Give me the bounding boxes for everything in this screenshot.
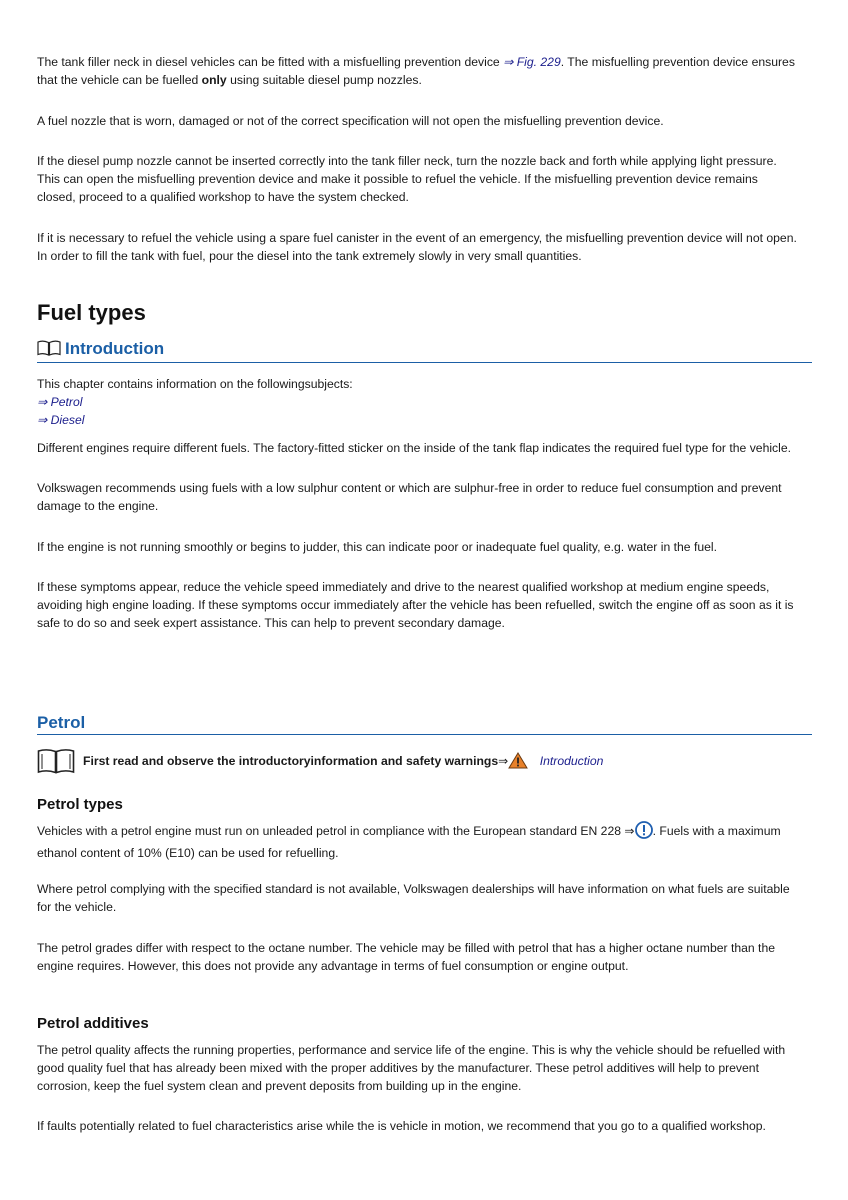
subjects-intro: This chapter contains information on the followingsubjects: xyxy=(37,377,353,391)
text: The tank filler neck in diesel vehicles can be fitted with a misfuelling prevention device xyxy=(37,55,500,69)
text: for the vehicle. xyxy=(37,900,117,914)
text: If faults potentially related to fuel characteristics arise while the is vehicle in motion, we recommend that you go to a qualified workshop. xyxy=(37,1119,766,1133)
text: using suitable diesel pump nozzles. xyxy=(230,73,422,87)
symptoms-paragraph xyxy=(37,578,812,632)
text: avoiding high engine loading. If these symptoms occur immediately after the vehicle has been refuelled, switch the engine off as soon as it is xyxy=(37,598,794,612)
introduction-heading xyxy=(37,339,812,363)
text: The petrol grades differ with respect to the octane number. The vehicle may be filled with petrol that has a higher octane number than the xyxy=(37,941,776,955)
text: This can open the misfuelling prevention device and make it possible to refuel the vehicle. If the misfuelling prevention device remains xyxy=(37,172,758,186)
faults-paragraph xyxy=(37,1117,812,1135)
text: If it is necessary to refuel the vehicle using a spare fuel canister in the event of an emergency, the misfuelling prevention device will not open. xyxy=(37,231,797,245)
fig-229-link[interactable]: Fig. 229 xyxy=(516,55,561,69)
text: . Fuels with a maximum xyxy=(652,824,781,838)
text: that the vehicle can be fuelled xyxy=(37,73,199,87)
text: ethanol content of 10% (E10) can be used for refuelling. xyxy=(37,846,339,860)
text: good quality fuel that has already been mixed with the proper additives by the manufacturer. These petrol additives will help to prevent xyxy=(37,1061,759,1075)
arrow: ⇒ xyxy=(624,824,635,838)
petrol-link[interactable]: ⇒ Petrol xyxy=(37,395,83,409)
bold-text: only xyxy=(201,73,227,87)
text: In order to fill the tank with fuel, pour the diesel into the tank extremely slowly in very small quantities. xyxy=(37,249,582,263)
dealership-paragraph xyxy=(37,880,812,916)
notice-text: First read and observe the introductoryinformation and safety warnings⇒ Introduction xyxy=(83,752,603,772)
text: Volkswagen recommends using fuels with a low sulphur content or which are sulphur-free in order to reduce fuel consumption and prevent xyxy=(37,481,782,495)
text: If the engine is not running smoothly or begins to judder, this can indicate poor or inadequate fuel quality, e.g. water in the fuel. xyxy=(37,540,717,554)
sulphur-paragraph xyxy=(37,479,812,515)
text: safe to do so and seek expert assistance. This can help to prevent secondary damage. xyxy=(37,616,505,630)
introduction-link[interactable]: Introduction xyxy=(539,754,604,768)
introduction-title: Introduction xyxy=(65,339,165,358)
text: engine requires. However, this does not provide any advantage in terms of fuel consumption or engine output. xyxy=(37,959,629,973)
additives-paragraph xyxy=(37,1041,812,1095)
exclamation-circle-icon[interactable] xyxy=(635,821,653,844)
diesel-link[interactable]: ⇒ Diesel xyxy=(37,413,85,427)
octane-paragraph xyxy=(37,939,812,975)
petrol-types-heading: Petrol types xyxy=(37,796,123,813)
text: If these symptoms appear, reduce the vehicle speed immediately and drive to the nearest qualified workshop at medium engine speeds, xyxy=(37,580,770,594)
text: The petrol quality affects the running properties, performance and service life of the engine. This is why the vehicle should be refuelled with xyxy=(37,1043,786,1057)
text: If the diesel pump nozzle cannot be inserted correctly into the tank filler neck, turn the nozzle back and forth while applying light pressure. xyxy=(37,154,777,168)
nozzle-paragraph xyxy=(37,112,812,130)
text: . The misfuelling prevention device ensures xyxy=(560,55,795,69)
text: corrosion, keep the fuel system clean and prevent deposits from building up in the engine. xyxy=(37,1079,522,1093)
text: Different engines require different fuels. The factory-fitted sticker on the inside of the tank flap indicates the required fuel type for the vehicle. xyxy=(37,441,792,455)
fuel-types-heading: Fuel types xyxy=(37,300,146,325)
insert-nozzle-paragraph xyxy=(37,152,812,206)
text: Vehicles with a petrol engine must run on unleaded petrol in compliance with the European standard EN 228 xyxy=(37,824,622,838)
petrol-heading: Petrol xyxy=(37,713,812,735)
misfuelling-paragraph xyxy=(37,53,812,89)
engines-paragraph xyxy=(37,439,812,457)
book-icon xyxy=(37,748,75,777)
book-icon xyxy=(37,340,61,361)
text: closed, proceed to a qualified workshop to have the system checked. xyxy=(37,190,409,204)
petrol-standard-paragraph xyxy=(37,821,812,862)
fig-arrow[interactable]: ⇒ xyxy=(503,55,514,69)
text: damage to the engine. xyxy=(37,499,159,513)
warning-triangle-icon xyxy=(508,752,528,772)
canister-paragraph xyxy=(37,229,812,265)
subjects-list xyxy=(37,375,812,429)
text: A fuel nozzle that is worn, damaged or not of the correct specification will not open the misfuelling prevention device. xyxy=(37,114,664,128)
judder-paragraph xyxy=(37,538,812,556)
safety-notice xyxy=(37,746,812,776)
text: Where petrol complying with the specified standard is not available, Volkswagen dealerships will have information on what fuels are suitable xyxy=(37,882,790,896)
petrol-additives-heading: Petrol additives xyxy=(37,1015,149,1032)
